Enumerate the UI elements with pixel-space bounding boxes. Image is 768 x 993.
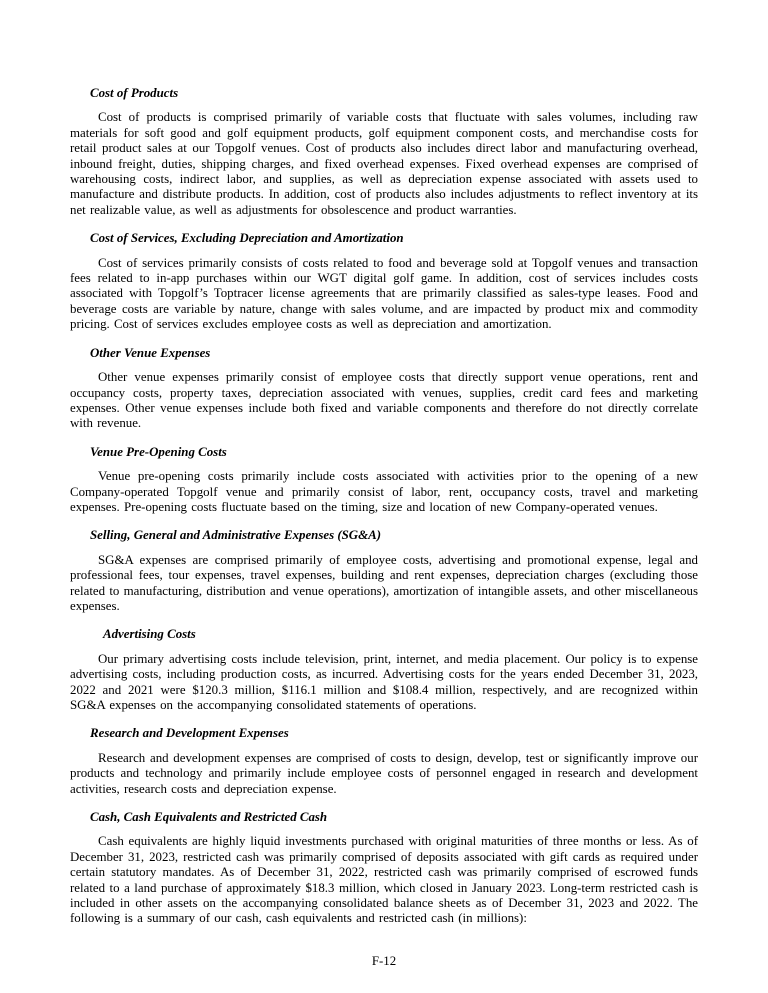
section-heading: Other Venue Expenses — [90, 345, 211, 360]
section-heading: Cost of Products — [90, 86, 179, 100]
document-content — [70, 86, 698, 927]
section-heading: Venue Pre-Opening Costs — [90, 444, 227, 459]
page-number: F-12 — [371, 953, 397, 968]
section-heading: Research and Development Expenses — [90, 726, 289, 741]
section-paragraph: Our primary advertising costs include television, print, internet, and media placement. Our policy is to expense advertising costs, including production costs, as incurred. Advertising costs for the years ended December 31, 2023, 2022 and 2021 were $120.3 million, $116.1 million and $108.4 million, respectively, and are recognized within SG&A expenses on the accompanying consolidated statements of operations. — [70, 651, 698, 712]
section-heading: Advertising Costs — [103, 627, 196, 642]
page-footer — [0, 954, 768, 969]
section-paragraph: Venue pre-opening costs primarily include costs associated with activities prior to the opening of a new Company-operated Topgolf venue and primarily consist of labor, rent, occupancy costs, travel and marketing expenses. Pre-opening costs fluctuate based on the timing, size and location of new Company-operated venues. — [70, 469, 698, 514]
section-paragraph: SG&A expenses are comprised primarily of employee costs, advertising and promotional expense, legal and professional fees, tour expenses, travel expenses, building and rent expenses, depreciation charges (excluding those related to manufacturing, distribution and venue operations), amortization of intangible assets, and other miscellaneous expenses. — [70, 552, 698, 613]
section-paragraph: Cash equivalents are highly liquid investments purchased with original maturities of three months or less. As of December 31, 2023, restricted cash was primarily comprised of deposits associated with gift cards as required under certain statutory mandates. As of December 31, 2022, restricted cash was primarily comprised of escrowed funds related to a land purchase of approximately $18.3 million, which closed in January 2023. Long-term restricted cash is included in other assets on the accompanying consolidated balance sheets as of December 31, 2023 and 2022. The following is a summary of our cash, cash equivalents and restricted cash (in millions): — [70, 834, 698, 926]
section-paragraph: Cost of products is comprised primarily of variable costs that fluctuate with sales volumes, including raw materials for soft good and golf equipment products, golf equipment component costs, and merchandise costs for retail product sales at our Topgolf venues. Cost of products also includes direct labor and manufacturing overhead, inbound freight, duties, shipping charges, and fixed overhead expenses. Fixed overhead expenses are comprised of warehousing costs, indirect labor, and supplies, as well as depreciation expense associated with assets used to manufacture and distribute products. In addition, cost of products also includes adjustments to reflect inventory at its net realizable value, as well as adjustments for obsolescence and product warranties. — [70, 110, 698, 217]
section-paragraph: Research and development expenses are comprised of costs to design, develop, test or significantly improve our products and technology and primarily include employee costs of personnel engaged in research and development activities, research costs and depreciation expense. — [70, 750, 698, 796]
section-heading: Cash, Cash Equivalents and Restricted Cash — [90, 810, 328, 825]
section-paragraph: Cost of services primarily consists of costs related to food and beverage sold at Topgolf venues and transaction fees related to in-app purchases within our WGT digital golf game. In addition, cost of services includes costs associated with Topgolf’s Toptracer license agreements that are primarily classified as sales-type leases. Food and beverage costs are variable by nature, change with sales volume, and are impacted by product mix and commodity pricing. Cost of services excludes employee costs as well as depreciation and amortization. — [70, 255, 698, 332]
section-paragraph: Other venue expenses primarily consist of employee costs that directly support venue operations, rent and occupancy costs, property taxes, depreciation associated with venues, supplies, credit card fees and marketing expenses. Other venue expenses include both fixed and variable components and therefore do not directly correlate with revenue. — [70, 370, 698, 431]
section-heading: Cost of Services, Excluding Depreciation and Amortization — [90, 231, 404, 246]
section-heading: Selling, General and Administrative Expenses (SG&A) — [90, 528, 382, 543]
